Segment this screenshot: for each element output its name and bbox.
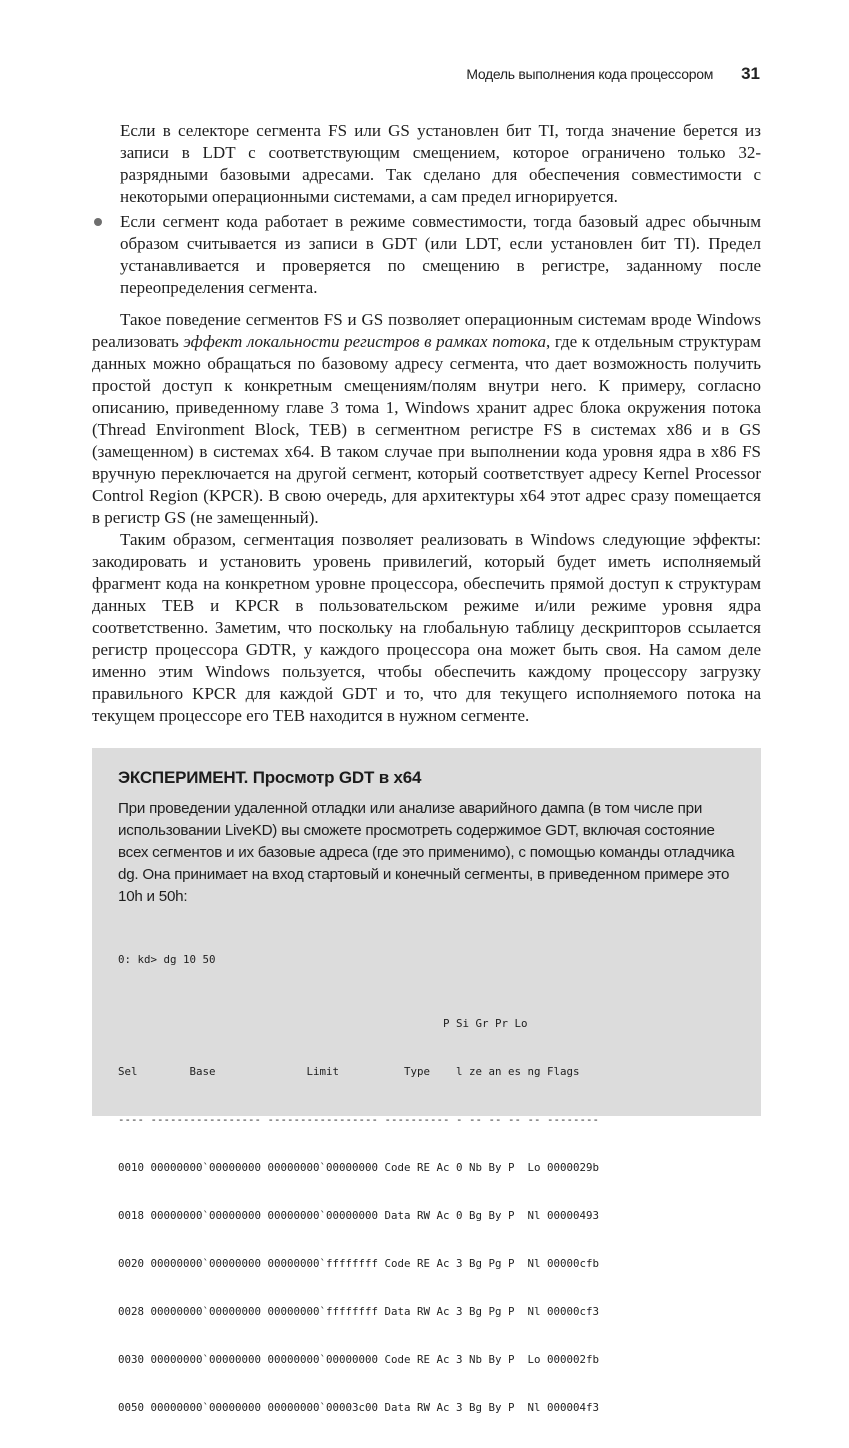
paragraph-fs-gs-part1: Такое поведение сегментов FS и GS позволяет операционным системам вроде Windows реализовать [92, 310, 761, 351]
continued-bullet-text: Если в селекторе сегмента FS или GS установлен бит TI, тогда значение берется из записи в LDT с соответствующим смещением, которое ограничено только 32-разрядными базовыми адресами. Так сделано для обеспечения совместимости с некоторыми операционными системами, а сам предел игнорируется. [120, 121, 761, 206]
page-number: 31 [741, 64, 760, 83]
paragraph-segmentation: Таким образом, сегментация позволяет реализовать в Windows следующие эффекты: закодировать и установить уровень привилегий, который будет иметь исполняемый фрагмент кода на конкретном уровне процессора, обеспечить прямой доступ к структурам данных TEB и KPCR в пользовательском режиме и/или режиме уровня ядра соответственно. Заметим, что поскольку на глобальную таблицу дескрипторов ссылается регистр процессора GDTR, у каждого процессора она может быть своя. На самом деле именно этим Windows пользуется, чтобы обеспечить каждому процессору загрузку правильного KPCR для каждой GDT и то, что для текущего исполняемого потока на текущем процессоре его TEB находится в нужном сегменте. [92, 530, 761, 725]
experiment-title: ЭКСПЕРИМЕНТ. Просмотр GDT в x64 [118, 768, 422, 787]
table-header-line-2: Sel Base Limit Type l ze an es ng Flags [118, 1065, 580, 1078]
experiment-box [92, 748, 761, 1414]
bullet-icon [94, 218, 102, 226]
debugger-output [118, 920, 735, 1448]
emphasized-term: эффект локальности регистров в рамках потока [183, 332, 546, 351]
main-text [92, 120, 761, 727]
bullet-text: Если сегмент кода работает в режиме совместимости, тогда базовый адрес обычным образом считывается из записи в GDT (или LDT, если установлен бит TI). Предел устанавливается и проверяется по смещению в регистре, заданному после переопределения сегмента. [120, 212, 761, 297]
experiment-text: При проведении удаленной отладки или анализе аварийного дампа (в том числе при использовании LiveKD) вы сможете просмотреть содержимое GDT, включая состояние всех сегментов и их базовые адреса (где это применимо), с помощью команды отладчика dg. Она принимает на вход стартовый и конечный сегменты, в приведенном примере это 10h и 50h: [118, 800, 735, 905]
table-row: 0020 00000000`00000000 00000000`ffffffff Code RE Ac 3 Bg Pg P Nl 00000cfb [118, 1257, 600, 1270]
table-separator: ---- ----------------- ----------------- ---------- - -- -- -- -- -------- [118, 1113, 600, 1126]
table-row: 0028 00000000`00000000 00000000`ffffffff Data RW Ac 3 Bg Pg P Nl 00000cf3 [118, 1305, 600, 1318]
running-head-title: Модель выполнения кода процессором [466, 66, 714, 82]
table-header-line-1: P Si Gr Pr Lo [118, 1017, 528, 1030]
paragraph-fs-gs-part2: , где к отдельным структурам данных можно обращаться по базовому адресу сегмента, что дает возможность получить простой доступ к конкретным смещениям/полям внутри него. К примеру, согласно описанию, приведенному главе 3 тома 1, Windows хранит адрес блока окружения потока (Thread Environment Block, TEB) в сегментном регистре FS в системах x86 и в GS (замещенном) в системах x64. В таком случае при выполнении кода уровня ядра в x86 FS вручную переключается на другой сегмент, который соответствует адресу Kernel Processor Control Region (KPCR). В свою очередь, для архитектуры x64 этот адрес сразу помещается в регистр GS (не замещенный). [92, 332, 761, 527]
table-row: 0050 00000000`00000000 00000000`00003c00 Data RW Ac 3 Bg By P Nl 000004f3 [118, 1401, 600, 1414]
bullet-item [92, 211, 761, 299]
debugger-command: 0: kd> dg 10 50 [118, 953, 216, 966]
page-header [466, 64, 760, 88]
table-row: 0030 00000000`00000000 00000000`00000000 Code RE Ac 3 Nb By P Lo 000002fb [118, 1353, 600, 1366]
table-row: 0018 00000000`00000000 00000000`00000000 Data RW Ac 0 Bg By P Nl 00000493 [118, 1209, 600, 1222]
paragraph-fs-gs [92, 309, 761, 529]
table-row: 0010 00000000`00000000 00000000`00000000 Code RE Ac 0 Nb By P Lo 0000029b [118, 1161, 600, 1174]
